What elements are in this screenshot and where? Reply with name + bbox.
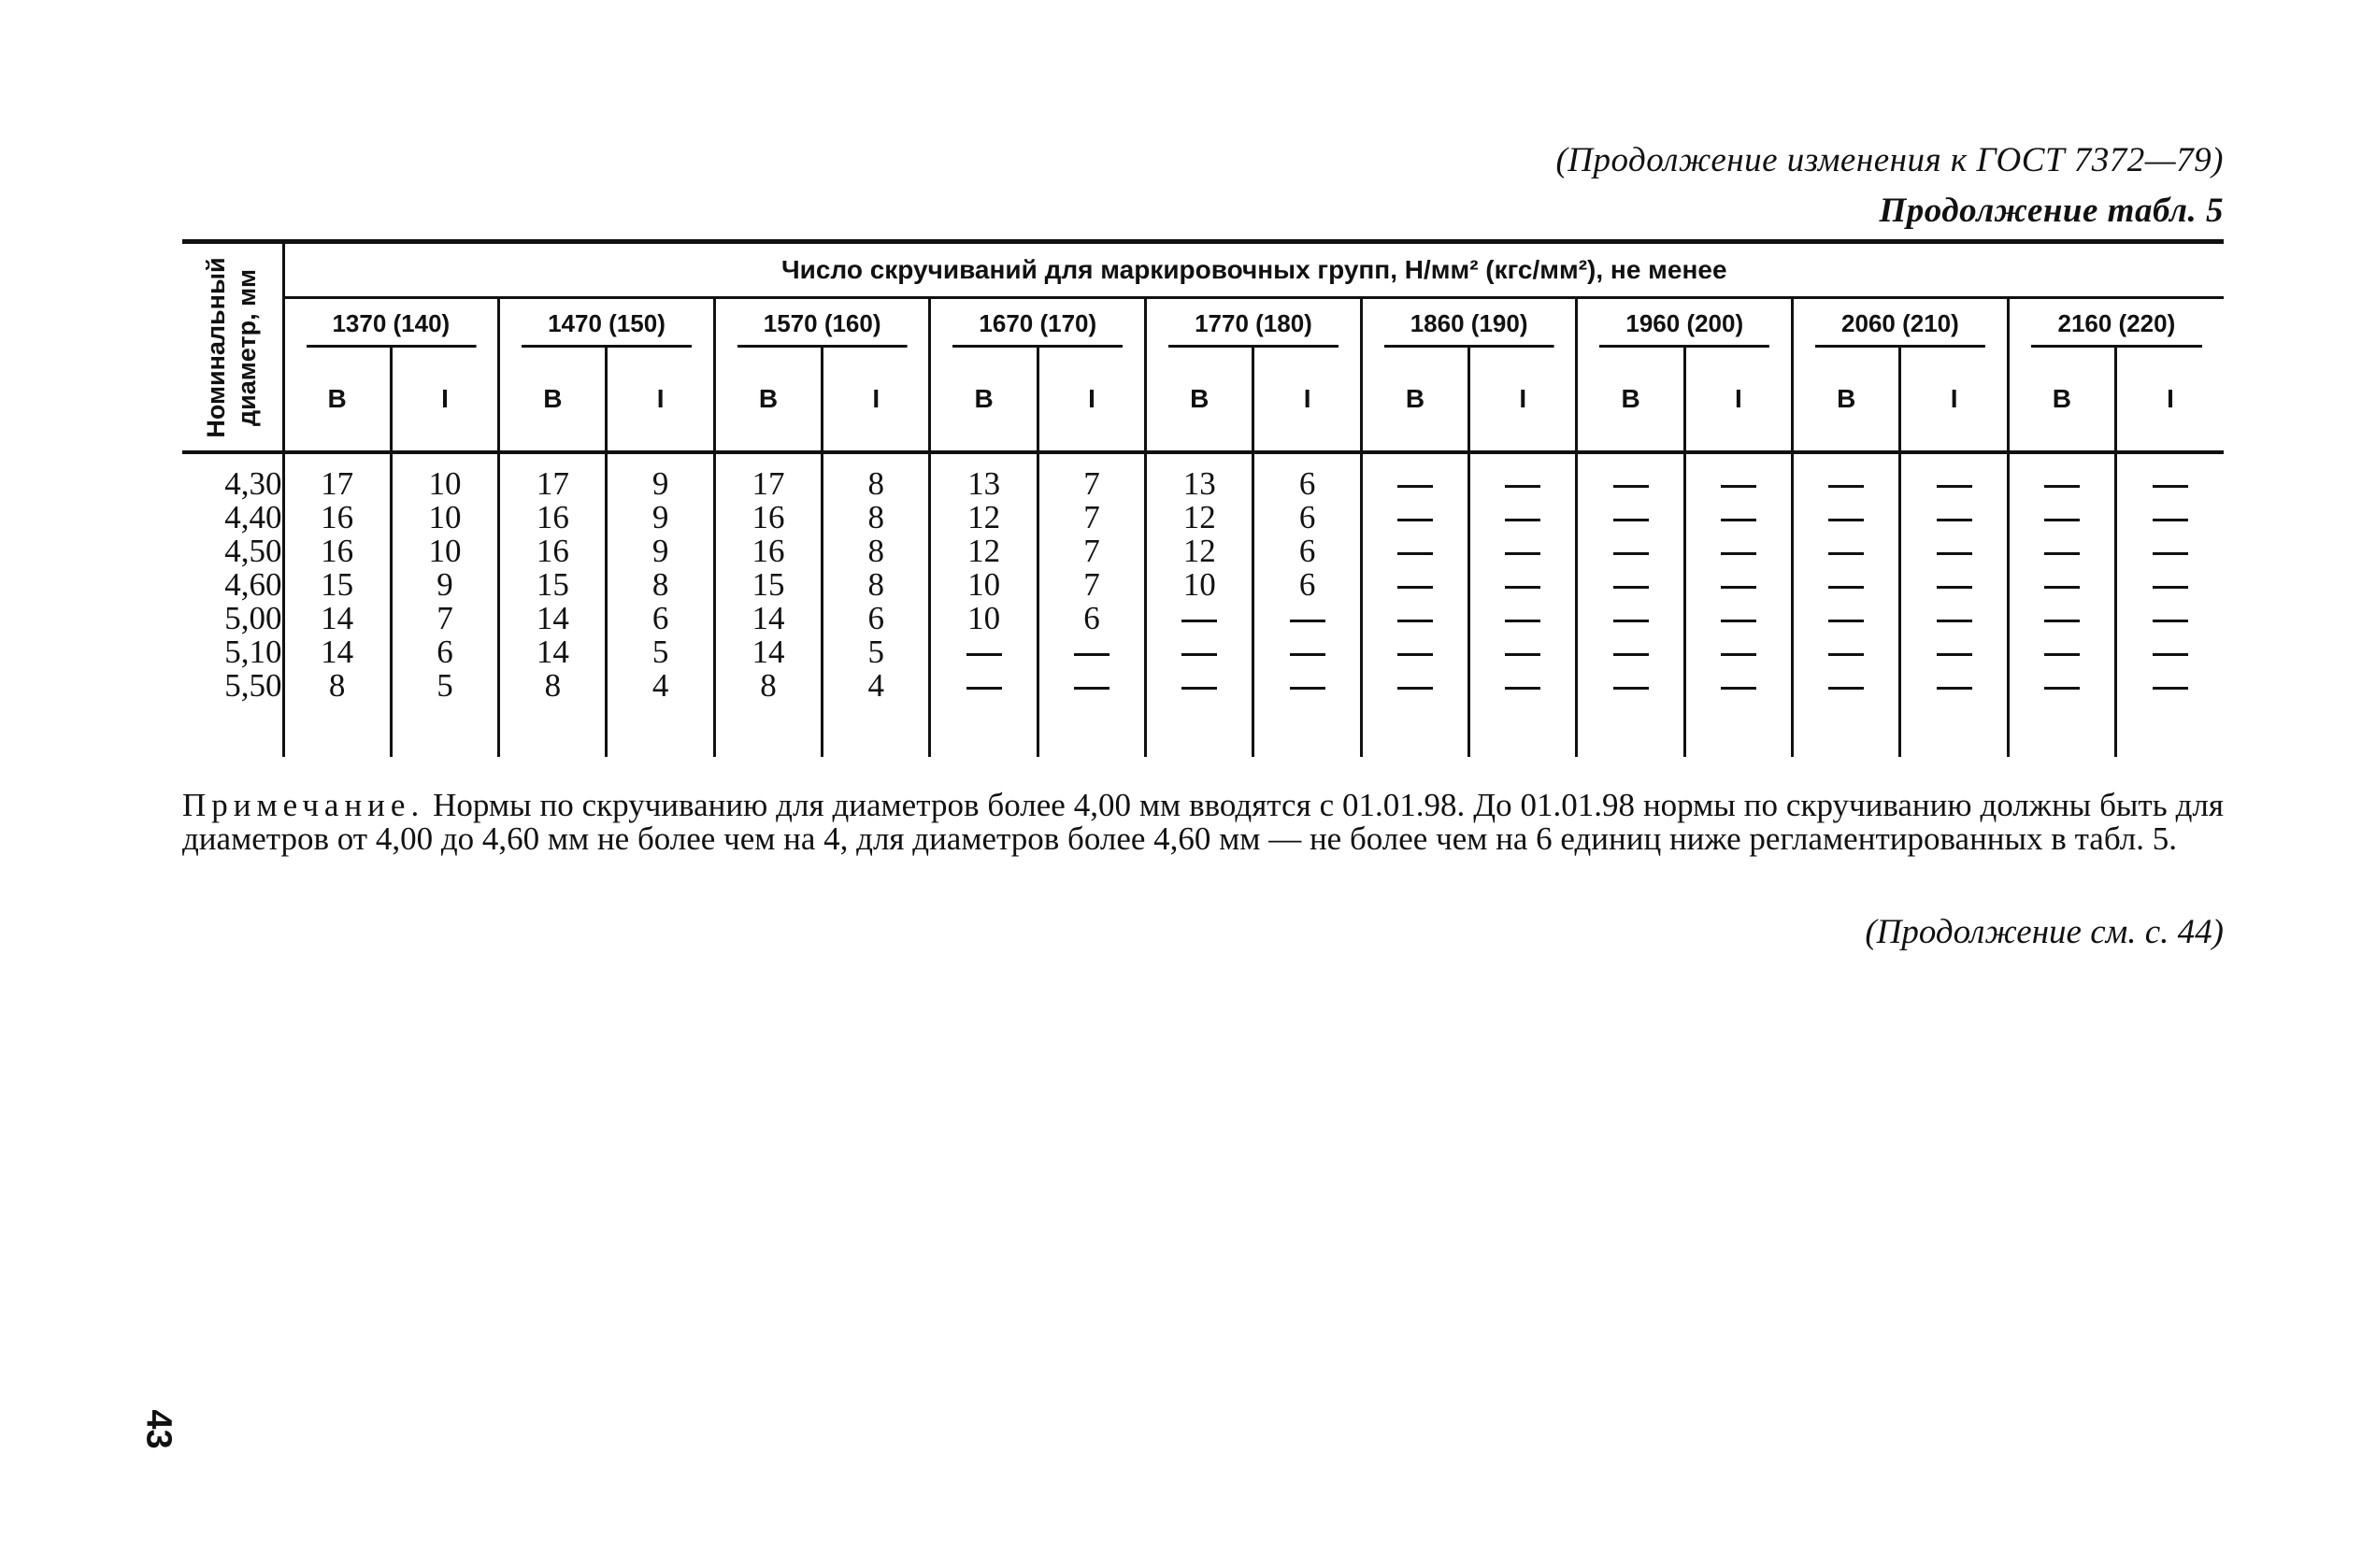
empty-dash-cell xyxy=(1469,602,1577,635)
twist-count-cell: 15 xyxy=(714,568,822,602)
spacer-cell xyxy=(1793,703,1900,757)
twist-count-cell: 14 xyxy=(499,602,607,635)
empty-dash-cell xyxy=(930,635,1038,669)
empty-dash-cell xyxy=(1469,467,1577,501)
empty-dash-cell xyxy=(2116,568,2224,602)
empty-dash-cell xyxy=(1577,602,1684,635)
spacer-cell xyxy=(2116,452,2224,467)
twist-count-cell: 16 xyxy=(714,535,822,568)
table-reference: Продолжение табл. 5 xyxy=(1879,192,2224,230)
twist-count-cell: 15 xyxy=(499,568,607,602)
empty-dash-cell xyxy=(1253,635,1361,669)
empty-dash-cell xyxy=(2008,635,2115,669)
empty-dash-cell xyxy=(1793,535,1900,568)
empty-dash-cell xyxy=(930,669,1038,703)
subheader-i: I xyxy=(391,348,498,452)
note-label: Примечание. xyxy=(182,787,425,823)
subheader-v: В xyxy=(1577,348,1684,452)
twist-count-cell: 13 xyxy=(930,467,1038,501)
subheader-i: I xyxy=(2116,348,2224,452)
empty-dash-cell xyxy=(2116,669,2224,703)
twist-count-cell: 4 xyxy=(607,669,714,703)
subheader-v: В xyxy=(1146,348,1253,452)
empty-dash-cell xyxy=(2008,501,2115,535)
empty-dash-cell xyxy=(1361,501,1468,535)
twist-count-cell: 13 xyxy=(1146,467,1253,501)
diameter-header-line: диаметр, мм xyxy=(233,268,262,426)
table-row xyxy=(182,535,2224,568)
strength-group-header: 1570 (160) xyxy=(714,298,930,349)
subheader-v: В xyxy=(499,348,607,452)
twist-count-cell: 4 xyxy=(823,669,930,703)
spacer-cell xyxy=(391,703,498,757)
empty-dash-cell xyxy=(2116,501,2224,535)
empty-dash-cell xyxy=(1577,635,1684,669)
empty-dash-cell xyxy=(1900,602,2008,635)
twist-count-cell: 10 xyxy=(391,501,498,535)
twist-count-cell: 14 xyxy=(499,635,607,669)
twist-count-cell: 16 xyxy=(283,535,391,568)
twist-count-cell: 5 xyxy=(391,669,498,703)
empty-dash-cell xyxy=(1684,535,1792,568)
empty-dash-cell xyxy=(1361,467,1468,501)
empty-dash-cell xyxy=(1684,467,1792,501)
strength-group-header: 2060 (210) xyxy=(1793,298,2009,349)
empty-dash-cell xyxy=(2116,635,2224,669)
note xyxy=(182,789,2224,856)
empty-dash-cell xyxy=(1361,669,1468,703)
subheader-i: I xyxy=(1684,348,1792,452)
diameter-cell: 5,10 xyxy=(224,634,282,670)
empty-dash-cell xyxy=(1146,669,1253,703)
twist-count-cell: 14 xyxy=(283,635,391,669)
spacer-cell xyxy=(182,703,283,757)
strength-group-header: 1670 (170) xyxy=(930,298,1146,349)
twist-count-cell: 8 xyxy=(283,669,391,703)
empty-dash-cell xyxy=(1793,635,1900,669)
twist-count-cell: 14 xyxy=(714,602,822,635)
empty-dash-cell xyxy=(1361,568,1468,602)
twist-count-cell: 10 xyxy=(930,568,1038,602)
empty-dash-cell xyxy=(1469,669,1577,703)
twist-count-cell: 16 xyxy=(499,535,607,568)
spacer-cell xyxy=(607,703,714,757)
twist-count-cell: 7 xyxy=(1038,535,1145,568)
twist-count-cell: 10 xyxy=(930,602,1038,635)
empty-dash-cell xyxy=(2116,467,2224,501)
spacer-cell xyxy=(1469,703,1577,757)
page-number: 43 xyxy=(138,1409,179,1449)
empty-dash-cell xyxy=(1577,535,1684,568)
strength-group-header: 1370 (140) xyxy=(283,298,499,349)
twist-count-cell: 6 xyxy=(607,602,714,635)
empty-dash-cell xyxy=(1577,501,1684,535)
table-row xyxy=(182,669,2224,703)
twist-count-cell: 12 xyxy=(930,535,1038,568)
spacer-cell xyxy=(1577,452,1684,467)
empty-dash-cell xyxy=(1253,669,1361,703)
spacer-cell xyxy=(1361,703,1468,757)
twist-count-cell: 8 xyxy=(607,568,714,602)
twist-count-cell: 14 xyxy=(714,635,822,669)
twist-count-cell: 6 xyxy=(1253,467,1361,501)
twist-count-cell: 9 xyxy=(607,535,714,568)
empty-dash-cell xyxy=(2008,535,2115,568)
spacer-cell xyxy=(1577,703,1684,757)
table-caption: Число скручиваний для маркировочных групп, Н/мм² (кгс/мм²), не менее xyxy=(283,242,2224,298)
subheader-v: В xyxy=(1361,348,1468,452)
twist-count-cell: 10 xyxy=(391,535,498,568)
twist-count-cell: 8 xyxy=(499,669,607,703)
table-row xyxy=(182,467,2224,501)
strength-group-header: 1770 (180) xyxy=(1146,298,1362,349)
spacer-cell xyxy=(1684,703,1792,757)
empty-dash-cell xyxy=(2008,467,2115,501)
empty-dash-cell xyxy=(1469,501,1577,535)
spacer-cell xyxy=(1038,703,1145,757)
twist-count-cell: 6 xyxy=(1253,535,1361,568)
twist-count-cell: 9 xyxy=(391,568,498,602)
twist-count-cell: 10 xyxy=(1146,568,1253,602)
spacer-cell xyxy=(499,703,607,757)
continuation-footer: (Продолжение см. с. 44) xyxy=(1865,913,2224,951)
twist-count-cell: 8 xyxy=(823,535,930,568)
spacer-cell xyxy=(1900,452,2008,467)
twist-count-cell: 6 xyxy=(1038,602,1145,635)
diameter-cell: 5,50 xyxy=(224,667,282,704)
twist-count-cell: 16 xyxy=(499,501,607,535)
empty-dash-cell xyxy=(1038,635,1145,669)
empty-dash-cell xyxy=(1577,669,1684,703)
spacer-cell xyxy=(1684,452,1792,467)
subheader-v: В xyxy=(2008,348,2115,452)
empty-dash-cell xyxy=(1146,602,1253,635)
twist-count-cell: 17 xyxy=(714,467,822,501)
empty-dash-cell xyxy=(1146,635,1253,669)
diameter-cell: 4,60 xyxy=(224,566,282,603)
twist-count-cell: 9 xyxy=(607,467,714,501)
empty-dash-cell xyxy=(1253,602,1361,635)
spacer-cell xyxy=(2116,703,2224,757)
spacer-cell xyxy=(283,703,391,757)
diameter-cell: 4,30 xyxy=(224,465,282,502)
empty-dash-cell xyxy=(2008,568,2115,602)
subheader-i: I xyxy=(1253,348,1361,452)
diameter-header xyxy=(182,242,283,453)
empty-dash-cell xyxy=(1793,669,1900,703)
twist-count-cell: 15 xyxy=(283,568,391,602)
empty-dash-cell xyxy=(1793,467,1900,501)
empty-dash-cell xyxy=(1793,568,1900,602)
empty-dash-cell xyxy=(1684,568,1792,602)
spacer-cell xyxy=(1361,452,1468,467)
subheader-i: I xyxy=(1469,348,1577,452)
twist-count-cell: 6 xyxy=(1253,568,1361,602)
table-row xyxy=(182,602,2224,635)
table-row xyxy=(182,635,2224,669)
empty-dash-cell xyxy=(1577,467,1684,501)
subheader-i: I xyxy=(1038,348,1145,452)
twist-count-cell: 16 xyxy=(714,501,822,535)
table-row xyxy=(182,501,2224,535)
spacer-cell xyxy=(2008,703,2115,757)
twist-count-cell: 6 xyxy=(823,602,930,635)
twist-count-cell: 7 xyxy=(1038,467,1145,501)
subheader-i: I xyxy=(823,348,930,452)
empty-dash-cell xyxy=(1793,602,1900,635)
empty-dash-cell xyxy=(2116,602,2224,635)
subheader-i: I xyxy=(607,348,714,452)
empty-dash-cell xyxy=(1793,501,1900,535)
spacer-cell xyxy=(930,703,1038,757)
empty-dash-cell xyxy=(1684,635,1792,669)
table-row xyxy=(182,568,2224,602)
strength-group-header: 1470 (150) xyxy=(499,298,715,349)
spacer-cell xyxy=(714,703,822,757)
strength-group-header: 1860 (190) xyxy=(1361,298,1577,349)
spacer-cell xyxy=(823,703,930,757)
empty-dash-cell xyxy=(2008,602,2115,635)
empty-dash-cell xyxy=(1900,669,2008,703)
twist-count-cell: 7 xyxy=(1038,568,1145,602)
twist-count-cell: 7 xyxy=(1038,501,1145,535)
strength-group-header: 2160 (220) xyxy=(2008,298,2224,349)
note-text: Нормы по скручиванию для диаметров более 4,00 мм вводятся с 01.01.98. До 01.01.98 нормы по скручиванию должны быть для диаметров от 4,00 до 4,60 мм не более чем на 4, для диаметров более 4,60 мм — не более чем на 6 единиц ниже регламентированных в табл. 5. xyxy=(182,787,2224,857)
empty-dash-cell xyxy=(1469,568,1577,602)
spacer-cell xyxy=(1469,452,1577,467)
empty-dash-cell xyxy=(1900,501,2008,535)
empty-dash-cell xyxy=(1684,501,1792,535)
twist-count-cell: 5 xyxy=(823,635,930,669)
twist-count-cell: 6 xyxy=(1253,501,1361,535)
strength-group-header: 1960 (200) xyxy=(1577,298,1793,349)
twist-count-cell: 8 xyxy=(823,568,930,602)
twist-count-cell: 16 xyxy=(283,501,391,535)
empty-dash-cell xyxy=(1684,602,1792,635)
empty-dash-cell xyxy=(1900,535,2008,568)
spacer-cell xyxy=(1793,452,1900,467)
diameter-cell: 5,00 xyxy=(224,600,282,636)
empty-dash-cell xyxy=(1900,635,2008,669)
empty-dash-cell xyxy=(1577,568,1684,602)
twist-count-cell: 12 xyxy=(1146,535,1253,568)
twist-count-cell: 9 xyxy=(607,501,714,535)
empty-dash-cell xyxy=(1469,635,1577,669)
twist-count-table xyxy=(182,239,2224,757)
twist-count-cell: 5 xyxy=(607,635,714,669)
twist-count-cell: 14 xyxy=(283,602,391,635)
empty-dash-cell xyxy=(1038,669,1145,703)
subheader-v: В xyxy=(930,348,1038,452)
twist-count-cell: 17 xyxy=(499,467,607,501)
twist-count-cell: 7 xyxy=(391,602,498,635)
diameter-cell: 4,50 xyxy=(224,533,282,569)
empty-dash-cell xyxy=(1469,535,1577,568)
subheader-v: В xyxy=(714,348,822,452)
diameter-cell: 4,40 xyxy=(224,499,282,535)
spacer-cell xyxy=(2008,452,2115,467)
twist-count-cell: 6 xyxy=(391,635,498,669)
twist-count-cell: 8 xyxy=(714,669,822,703)
empty-dash-cell xyxy=(1361,635,1468,669)
twist-count-cell: 8 xyxy=(823,501,930,535)
continuation-header: (Продолжение изменения к ГОСТ 7372—79) xyxy=(1555,141,2224,179)
spacer-cell xyxy=(1146,703,1253,757)
subheader-v: В xyxy=(283,348,391,452)
subheader-i: I xyxy=(1900,348,2008,452)
empty-dash-cell xyxy=(1361,602,1468,635)
subheader-v: В xyxy=(1793,348,1900,452)
twist-count-cell: 8 xyxy=(823,467,930,501)
spacer-cell xyxy=(1253,703,1361,757)
empty-dash-cell xyxy=(1361,535,1468,568)
twist-count-cell: 10 xyxy=(391,467,498,501)
diameter-header-line: Номинальный xyxy=(202,256,231,438)
twist-count-cell: 12 xyxy=(1146,501,1253,535)
empty-dash-cell xyxy=(2008,669,2115,703)
spacer-cell xyxy=(1900,703,2008,757)
twist-count-cell: 17 xyxy=(283,467,391,501)
twist-count-cell: 12 xyxy=(930,501,1038,535)
empty-dash-cell xyxy=(1900,568,2008,602)
empty-dash-cell xyxy=(1900,467,2008,501)
empty-dash-cell xyxy=(2116,535,2224,568)
empty-dash-cell xyxy=(1684,669,1792,703)
